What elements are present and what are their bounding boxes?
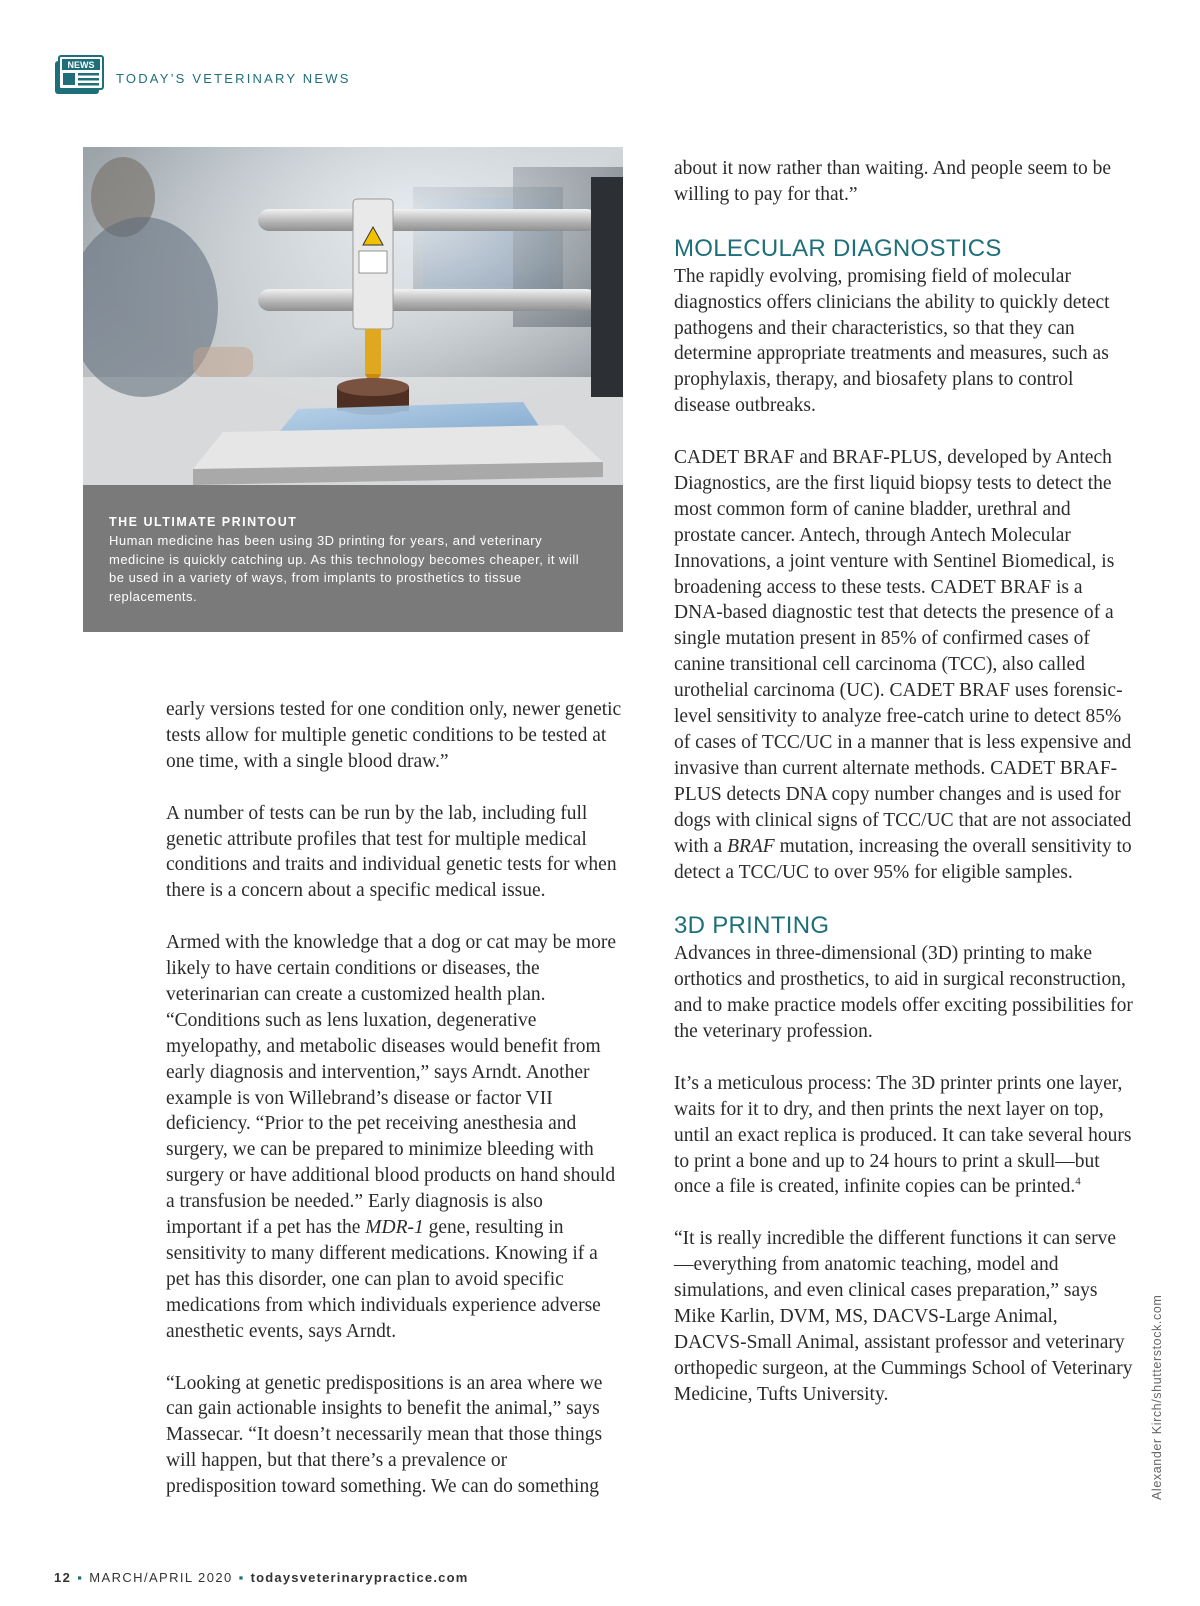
paragraph — [674, 1071, 1134, 1201]
paragraph: Advances in three-dimensional (3D) printing to make orthotics and prosthetics, to aid in surgical reconstruction, and to make practice models offer exciting possibilities for the veterinary profession. — [674, 943, 1133, 1043]
text-run: CADET BRAF and BRAF-PLUS, developed by Antech Diagnostics, are the first liquid biopsy tests to detect the most common form of canine bladder, urethral and prostate cancer. Antech, through Antech Molecular Innovations, a joint venture with Sentinel Biomedical, is broadening access to these tests. CADET BRAF is a DNA-based diagnostic test that detects the presence of a single mutation present in 85% of confirmed cases of canine transitional cell carcinoma (TCC), also called urothelial carcinoma (UC). CADET BRAF uses forensic-level sensitivity to analyze free-catch urine to detect 85% of cases of TCC/UC in a manner that is less expensive and invasive than current alternate methods. CADET BRAF-PLUS detects DNA copy number changes and is used for dogs with clinical signs of TCC/UC that are not associated with a — [674, 447, 1132, 857]
paragraph: “Looking at genetic predispositions is an area where we can gain actionable insights to benefit the animal,” says Massecar. “It doesn’t necessarily mean that those things will happen, but that there’s a prevalence or predisposition toward something. We can do something — [166, 1372, 603, 1498]
caption-title: THE ULTIMATE PRINTOUT — [109, 515, 298, 529]
section-heading: MOLECULAR DIAGNOSTICS — [674, 234, 1002, 262]
3d-printer-photo — [83, 147, 623, 485]
gene-name: MDR-1 — [365, 1217, 424, 1239]
newspaper-icon — [54, 55, 104, 95]
news-icon-label: NEWS — [67, 60, 95, 70]
paragraph: early versions tested for one condition only, newer genetic tests allow for multiple genetic conditions to be tested at one time, with a single blood draw.” — [166, 699, 622, 772]
photo-credit: Alexander Kirch/shutterstock.com — [1150, 1294, 1164, 1500]
separator-dot: ▪ — [77, 1570, 84, 1585]
paragraph: “It is really incredible the different functions it can serve—everything from anatomic teaching, model and simulations, and even clinical cases preparation,” says Mike Karlin, DVM, MS, DACVS-Large Animal, DACVS-Small Animal, assistant professor and veterinary orthopedic surgeon, at the Cummings School of Veterinary Medicine, Tufts University. — [674, 1228, 1133, 1405]
page-header — [54, 54, 351, 96]
section-heading: 3D PRINTING — [674, 912, 830, 940]
issue-date: MARCH/APRIL 2020 — [89, 1570, 233, 1585]
figure-caption — [83, 485, 623, 632]
paragraph — [674, 445, 1134, 885]
text-run: It’s a meticulous process: The 3D printer prints one layer, waits for it to dry, and then prints the next layer on top, until an exact replica is produced. It can take several hours to print a bone and up to 24 hours to print a skull—but once a file is created, infinite copies can be printed. — [674, 1072, 1132, 1198]
figure — [83, 147, 623, 632]
caption-text: Human medicine has been using 3D printing for years, and veterinary medicine is quickly catching up. As this technology becomes cheaper, it will be used in a variety of ways, from implants to prosthetics to tissue replacements. — [109, 533, 580, 604]
website-link[interactable]: todaysveterinarypractice.com — [250, 1570, 469, 1585]
separator-dot: ▪ — [238, 1570, 245, 1585]
paragraph — [166, 930, 622, 1345]
text-run: mutation, increasing the overall sensitivity to detect a TCC/UC to over 95% for eligible samples. — [674, 835, 1132, 883]
text-run: gene, resulting in sensitivity to many different medications. Knowing if a pet has this disorder, one can plan to avoid specific medications from which individuals experience adverse anesthetic events, says Arndt. — [166, 1217, 601, 1342]
reference-number: 4 — [1075, 1175, 1081, 1188]
page-number: 12 — [54, 1570, 72, 1585]
left-column — [166, 697, 622, 1526]
paragraph: The rapidly evolving, promising field of molecular diagnostics offers clinicians the ability to quickly detect pathogens and their characteristics, so that they can determine appropriate treatments and measures, such as prophylaxis, therapy, and biosafety plans to control disease outbreaks. — [674, 265, 1110, 417]
section-name: TODAY’S VETERINARY NEWS — [116, 70, 351, 86]
paragraph: A number of tests can be run by the lab, including full genetic attribute profiles that test for multiple medical conditions and traits and individual genetic tests for when there is a concern about a specific medical issue. — [166, 802, 617, 902]
right-column — [674, 156, 1134, 1434]
paragraph: about it now rather than waiting. And people seem to be willing to pay for that.” — [674, 158, 1112, 205]
text-run: Armed with the knowledge that a dog or cat may be more likely to have certain conditions or diseases, the veterinarian can create a customized health plan. “Conditions such as lens luxation, degenerative myelopathy, and metabolic diseases would benefit from early diagnosis and intervention,” says Arndt. Another example is von Willebrand’s disease or factor VII deficiency. “Prior to the pet receiving anesthesia and surgery, we can be prepared to minimize bleeding with surgery or have additional blood products on hand should a transfusion be needed.” Early diagnosis is also important if a pet has the — [166, 932, 616, 1239]
page-footer — [54, 1570, 468, 1585]
gene-name: BRAF — [727, 835, 775, 857]
